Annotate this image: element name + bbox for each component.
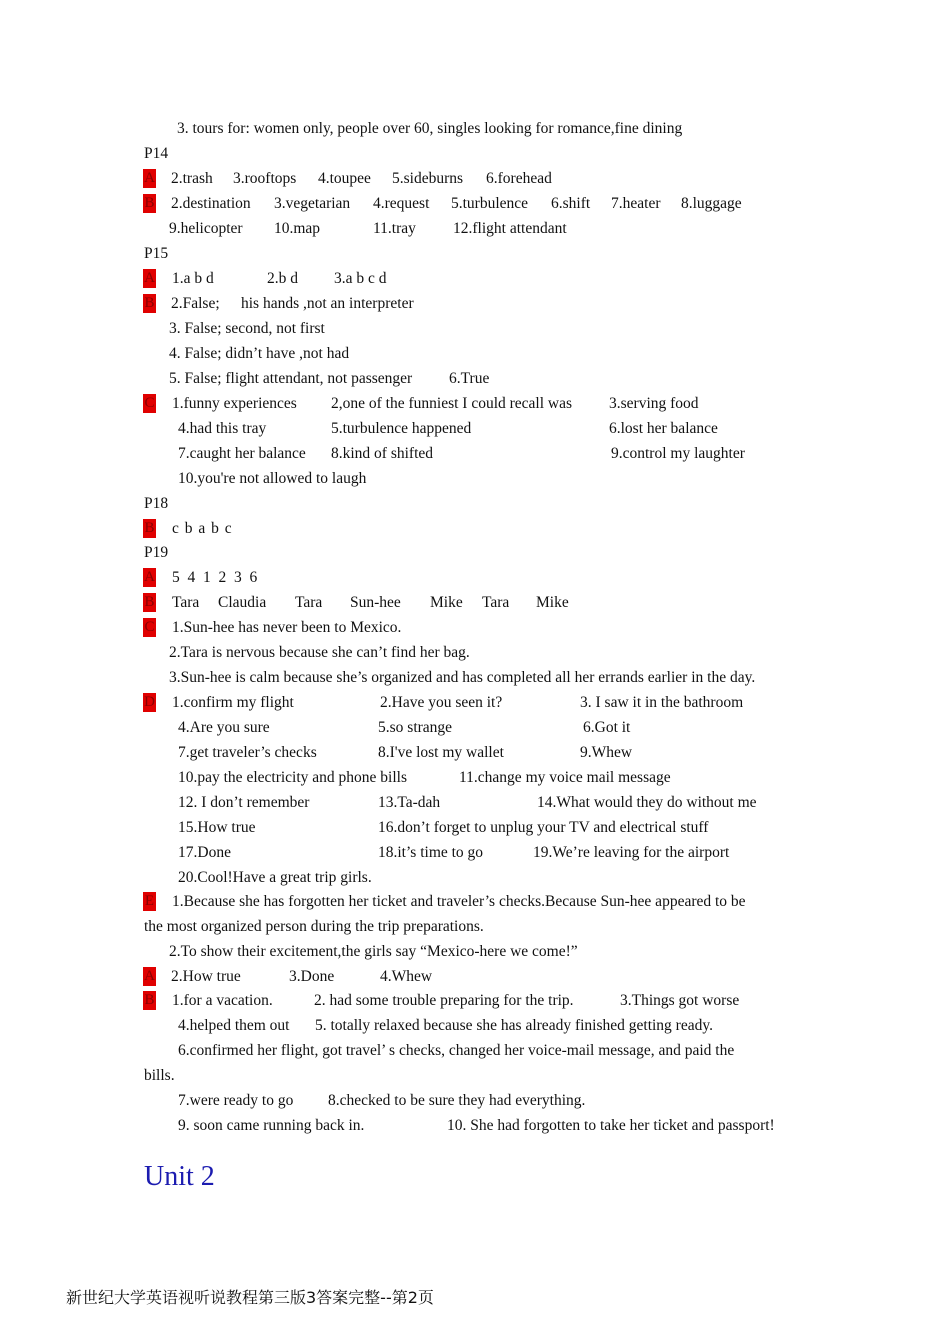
answer-item: 2.trash <box>171 170 213 187</box>
answer-item: 1.for a vacation. <box>172 992 273 1009</box>
page-heading-p19: P19 <box>144 544 169 561</box>
page-heading-p14: P14 <box>144 145 169 162</box>
answer-item: 2.destination <box>171 195 251 212</box>
unit-heading: Unit 2 <box>144 1161 215 1192</box>
answer-item: 1.a b d <box>172 270 214 287</box>
section-tag-c: C <box>144 619 155 635</box>
answer-item: 2.b d <box>267 270 298 287</box>
answer-item: his hands ,not an interpreter <box>241 295 414 312</box>
section-tag-c: C <box>144 395 155 411</box>
answer-item: 3.Sun-hee is calm because she’s organized and has completed all her errands earlier in the day. <box>169 669 756 686</box>
answer-item: 15.How true <box>178 819 256 836</box>
answer-item: 5.sideburns <box>392 170 464 187</box>
answer-item: 4.helped them out <box>178 1017 290 1034</box>
answer-item: 10.you're not allowed to laugh <box>178 470 367 487</box>
answer-item: 2.False; <box>171 295 220 312</box>
tours-answer: 3. tours for: women only, people over 60, singles looking for romance,fine dining <box>177 120 683 137</box>
answer-item: Sun-hee <box>350 594 401 611</box>
answer-item: 3.serving food <box>609 395 699 412</box>
answer-item: Mike <box>536 594 569 611</box>
answer-item: 4.toupee <box>318 170 371 187</box>
answer-item: 1.confirm my flight <box>172 694 294 711</box>
answer-item: 17.Done <box>178 844 231 861</box>
answer-item: 4.had this tray <box>178 420 267 437</box>
answer-item: 3. I saw it in the bathroom <box>580 694 744 711</box>
answer-item: 14.What would they do without me <box>537 794 757 811</box>
answer-item: 11.tray <box>373 220 416 237</box>
answer-item: 10.pay the electricity and phone bills <box>178 769 407 786</box>
answer-item: 7.get traveler’s checks <box>178 744 317 761</box>
section-tag-e: E <box>144 893 155 909</box>
answer-item: 5.so strange <box>378 719 453 736</box>
answer-item: 8.kind of shifted <box>331 445 434 462</box>
answer-item: 4.Whew <box>380 968 433 985</box>
answer-item: 5.turbulence happened <box>331 420 472 437</box>
answer-item: 5.turbulence <box>451 195 529 212</box>
section-tag-a: A <box>144 569 155 585</box>
answer-item: Tara <box>295 594 323 611</box>
answer-item: 8.checked to be sure they had everything. <box>328 1092 586 1109</box>
section-tag-b: B <box>144 992 155 1008</box>
section-tag-b: B <box>144 195 155 211</box>
answer-item: 2.To show their excitement,the girls say “Mexico-here we come!” <box>169 943 578 960</box>
answer-item: 16.don’t forget to unplug your TV and electrical stuff <box>378 819 709 836</box>
answer-item: 4. False; didn’t have ,not had <box>169 345 350 362</box>
answer-item: 1.Sun-hee has never been to Mexico. <box>172 619 402 636</box>
answer-item: 2.Tara is nervous because she can’t find her bag. <box>169 644 470 661</box>
section-tag-a: A <box>144 270 155 286</box>
answer-item: 4.request <box>373 195 430 212</box>
answer-item: 6.True <box>449 370 490 387</box>
answer-item: 9.control my laughter <box>611 445 745 462</box>
answer-item: Tara <box>482 594 510 611</box>
answer-item: 6.Got it <box>583 719 631 736</box>
answer-item: 2. had some trouble preparing for the trip. <box>314 992 574 1009</box>
answer-item: 9.Whew <box>580 744 633 761</box>
answer-item: 12.flight attendant <box>453 220 567 237</box>
answer-item: 9.helicopter <box>169 220 243 237</box>
answer-item: 3.Things got worse <box>620 992 740 1009</box>
section-tag-d: D <box>144 694 155 710</box>
answer-item: 12. I don’t remember <box>178 794 310 811</box>
answer-item: 8.I've lost my wallet <box>378 744 504 761</box>
answer-item: 1.Because she has forgotten her ticket and traveler’s checks.Because Sun-hee appeared to be <box>172 893 746 910</box>
answer-item: 9. soon came running back in. <box>178 1117 365 1134</box>
answer-item: bills. <box>144 1067 175 1084</box>
answer-item: 6.confirmed her flight, got travel’ s checks, changed her voice-mail message, and paid the <box>178 1042 735 1059</box>
answer-item: 2.How true <box>171 968 241 985</box>
answer-item: 10.map <box>274 220 321 237</box>
answer-item: 18.it’s time to go <box>378 844 484 861</box>
answer-item: 3.a b c d <box>334 270 387 287</box>
answer-item: 3.Done <box>289 968 335 985</box>
answer-item: Mike <box>430 594 463 611</box>
answer-item: Tara <box>172 594 200 611</box>
answer-item: the most organized person during the trip preparations. <box>144 918 484 935</box>
answer-item: 7.heater <box>611 195 661 212</box>
section-tag-b: B <box>144 520 155 536</box>
section-tag-b: B <box>144 295 155 311</box>
answer-item: 7.caught her balance <box>178 445 306 462</box>
answer-item: 5. totally relaxed because she has already finished getting ready. <box>315 1017 713 1034</box>
answer-item: 6.shift <box>551 195 591 212</box>
section-tag-a: A <box>144 968 155 984</box>
page-heading-p18: P18 <box>144 495 169 512</box>
answer-item: 7.were ready to go <box>178 1092 294 1109</box>
answer-item: 20.Cool!Have a great trip girls. <box>178 869 372 886</box>
answer-item: 5. False; flight attendant, not passenger <box>169 370 413 387</box>
section-tag-b: B <box>144 594 155 610</box>
answer-item: 13.Ta-dah <box>378 794 441 811</box>
answer-item: 19.We’re leaving for the airport <box>533 844 730 861</box>
answer-item: 6.lost her balance <box>609 420 718 437</box>
page-heading-p15: P15 <box>144 245 169 262</box>
page-footer: 新世纪大学英语视听说教程第三版3答案完整--第2页 <box>66 1288 434 1307</box>
answer-item: 5 4 1 2 3 6 <box>172 569 258 586</box>
section-tag-a: A <box>144 170 155 186</box>
answer-item: 8.luggage <box>681 195 742 212</box>
answer-item: 3. False; second, not first <box>169 320 325 337</box>
answer-item: 1.funny experiences <box>172 395 297 412</box>
answer-item: 11.change my voice mail message <box>459 769 671 786</box>
answer-item: 3.rooftops <box>233 170 297 187</box>
answer-item: 3.vegetarian <box>274 195 351 212</box>
answer-item: 4.Are you sure <box>178 719 270 736</box>
answer-item: 10. She had forgotten to take her ticket and passport! <box>447 1117 775 1134</box>
answer-item: 6.forehead <box>486 170 552 187</box>
answer-item: c b a b c <box>172 520 232 537</box>
answer-item: 2.Have you seen it? <box>380 694 503 711</box>
answer-item: 2,one of the funniest I could recall was <box>331 395 573 412</box>
answer-item: Claudia <box>218 594 267 611</box>
